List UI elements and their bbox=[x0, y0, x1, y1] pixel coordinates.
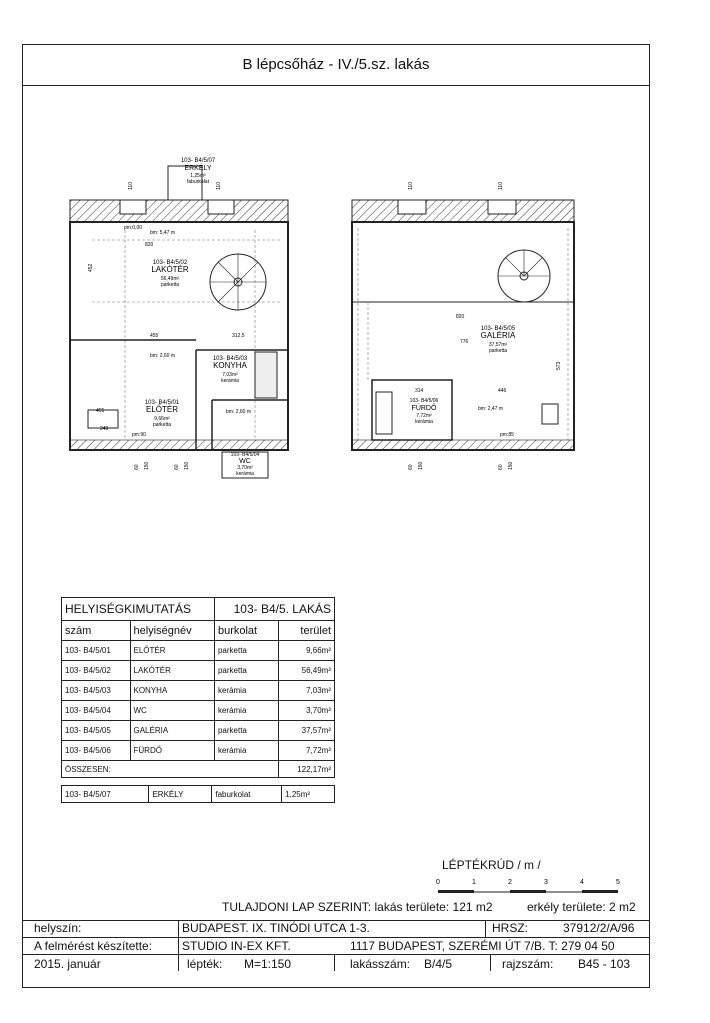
room-floor: kerámia bbox=[214, 681, 278, 701]
dim-label: 60 bbox=[134, 464, 140, 470]
north-wall bbox=[352, 200, 574, 222]
room-area: 37,57m² bbox=[278, 721, 334, 741]
galeria-area: 37,57m² bbox=[488, 342, 508, 348]
lakoter-area: 56,49m² bbox=[160, 276, 180, 282]
room-area: 1,25m² bbox=[282, 786, 335, 803]
dim-label: 150 bbox=[418, 461, 424, 470]
scale-tick: 4 bbox=[580, 879, 584, 886]
dim-label: 312,5 bbox=[232, 333, 245, 339]
table-title: HELYISÉGKIMUTATÁS bbox=[62, 598, 215, 621]
chimney bbox=[542, 404, 558, 424]
location-label: helyszín: bbox=[34, 921, 82, 935]
furdo-floor: kerámia bbox=[415, 419, 433, 425]
table-unit: 103- B4/5. LAKÁS bbox=[214, 598, 334, 621]
dim-label: 110 bbox=[408, 182, 414, 190]
room-name: FÜRDŐ bbox=[130, 741, 214, 761]
konyha-area: 7,03m² bbox=[222, 372, 238, 378]
dim-label: 60 bbox=[498, 464, 504, 470]
room-floor: parketta bbox=[214, 641, 278, 661]
room-code: 103- B4/5/05 bbox=[62, 721, 131, 741]
dim-label: pm:90 bbox=[132, 432, 146, 438]
furdo-area: 7,72m² bbox=[416, 413, 432, 419]
dim-label: bm: 2,47 m bbox=[478, 406, 504, 412]
registered-flat-area: TULAJDONI LAP SZERINT: lakás területe: 121 m2 bbox=[222, 900, 493, 914]
spiral-staircase bbox=[210, 254, 266, 310]
room-name: LAKÓTÉR bbox=[130, 661, 214, 681]
dim-label: 446 bbox=[498, 388, 507, 394]
erkely-area: 1,25m² bbox=[190, 173, 206, 179]
table-row bbox=[62, 786, 335, 803]
dim-label: 150 bbox=[508, 461, 514, 470]
room-code: 103- B4/5/02 bbox=[62, 661, 131, 681]
dim-label: 776 bbox=[460, 339, 469, 345]
eloter-area: 9,66m² bbox=[154, 416, 170, 422]
hrsz-label: HRSZ: bbox=[492, 921, 528, 935]
hrsz-value: 37912/2/A/96 bbox=[563, 921, 635, 935]
konyha-code: 103- B4/5/03 bbox=[212, 356, 248, 362]
flat-number-value: B/4/5 bbox=[424, 957, 453, 971]
lakoter-name: LAKÓTÉR bbox=[151, 265, 189, 274]
dim-label: 150 bbox=[144, 461, 150, 470]
dim-label: 60 bbox=[408, 464, 414, 470]
window-recess bbox=[398, 200, 426, 214]
scale-value: M=1:150 bbox=[244, 957, 292, 971]
lakoter-code: 103- B4/5/02 bbox=[152, 260, 188, 266]
room-schedule-table bbox=[61, 597, 335, 778]
dim-label: 455 bbox=[96, 408, 105, 414]
furdo-code: 103- B4/5/06 bbox=[409, 398, 439, 404]
dim-label: 314 bbox=[415, 388, 424, 394]
total-label: ÖSSZESEN: bbox=[62, 761, 279, 778]
balcony-table bbox=[61, 785, 335, 803]
room-floor: faburkolat bbox=[212, 786, 282, 803]
dim-label: 240 bbox=[100, 426, 109, 432]
window-recess bbox=[488, 200, 516, 214]
room-name: WC bbox=[130, 701, 214, 721]
col-header: szám bbox=[62, 621, 131, 641]
dim-label: 60 bbox=[174, 464, 180, 470]
table-title-row bbox=[62, 598, 335, 621]
drawing-number-label: rajzszám: bbox=[502, 957, 554, 971]
col-header: terület bbox=[278, 621, 334, 641]
table-total-row bbox=[62, 761, 335, 778]
room-name: KONYHA bbox=[130, 681, 214, 701]
surveyor-value: STUDIO IN-EX KFT. bbox=[182, 939, 291, 953]
wc-floor: kerámia bbox=[236, 471, 254, 477]
gallery-floor-plan bbox=[352, 182, 574, 470]
sheet-title-text: B lépcsőház - IV./5.sz. lakás bbox=[242, 56, 430, 73]
room-floor: kerámia bbox=[214, 701, 278, 721]
table-row bbox=[62, 741, 335, 761]
drawing-number-value: B45 - 103 bbox=[578, 957, 631, 971]
room-area: 3,70m² bbox=[278, 701, 334, 721]
spiral-staircase bbox=[498, 250, 550, 302]
room-code: 103- B4/5/01 bbox=[62, 641, 131, 661]
erkely-name: ERKÉLY bbox=[184, 165, 212, 172]
survey-date: 2015. január bbox=[34, 957, 101, 971]
dim-label: bm: 2,60 m bbox=[226, 409, 252, 415]
room-code: 103- B4/5/04 bbox=[62, 701, 131, 721]
eloter-code: 103- B4/5/01 bbox=[144, 400, 180, 406]
table-row bbox=[62, 701, 335, 721]
scale-tick: 5 bbox=[616, 879, 620, 886]
room-area: 7,03m² bbox=[278, 681, 334, 701]
ground-floor-plan bbox=[70, 158, 288, 478]
room-code: 103- B4/5/07 bbox=[62, 786, 149, 803]
surveyor-address: 1117 BUDAPEST, SZERÉMI ÚT 7/B. T: 279 04 50 bbox=[350, 939, 615, 953]
location-value: BUDAPEST. IX. TINÓDI UTCA 1-3. bbox=[182, 921, 370, 935]
scale-tick: 1 bbox=[472, 879, 476, 886]
table-row bbox=[62, 681, 335, 701]
registered-balcony-area: erkély területe: 2 m2 bbox=[527, 900, 636, 914]
dim-label: pm:0,00 bbox=[124, 225, 143, 231]
room-floor: kerámia bbox=[214, 741, 278, 761]
galeria-name: GALÉRIA bbox=[480, 331, 516, 340]
wc-area: 3,70m² bbox=[237, 465, 253, 471]
konyha-floor: kerámia bbox=[221, 378, 239, 384]
room-floor: parketta bbox=[214, 721, 278, 741]
dim-label: 150 bbox=[184, 461, 190, 470]
eloter-name: ELŐTÉR bbox=[145, 405, 179, 414]
room-area: 56,49m² bbox=[278, 661, 334, 681]
north-wall bbox=[70, 200, 288, 222]
room-name: ERKÉLY bbox=[149, 786, 212, 803]
dim-label: bm: 5,47 m bbox=[150, 230, 176, 236]
room-area: 9,66m² bbox=[278, 641, 334, 661]
scale-tick: 2 bbox=[508, 879, 512, 886]
eloter-floor: parketta bbox=[152, 422, 172, 428]
dim-label: 573 bbox=[556, 361, 562, 370]
dim-label: 455 bbox=[150, 333, 159, 339]
scale-tick: 3 bbox=[544, 879, 548, 886]
dim-label: 820 bbox=[145, 242, 154, 248]
dim-label: 110 bbox=[128, 182, 134, 190]
kitchen-counter bbox=[255, 352, 277, 398]
erkely-floor: faburkolat bbox=[187, 179, 209, 185]
scale-bar bbox=[430, 874, 630, 900]
surveyor-label: A felmérést készítette: bbox=[34, 939, 153, 953]
table-header-row bbox=[62, 621, 335, 641]
galeria-floor: parketta bbox=[488, 348, 508, 354]
window-recess bbox=[208, 200, 234, 214]
scale-bar-title: LÉPTÉKRÚD / m / bbox=[442, 858, 541, 872]
room-area: 7,72m² bbox=[278, 741, 334, 761]
room-code: 103- B4/5/06 bbox=[62, 741, 131, 761]
dim-label: bm: 2,60 m bbox=[150, 353, 176, 359]
window-recess bbox=[120, 200, 146, 214]
scale-tick: 0 bbox=[436, 879, 440, 886]
table-row bbox=[62, 661, 335, 681]
konyha-name: KONYHA bbox=[213, 361, 247, 370]
col-header: helyiségnév bbox=[130, 621, 214, 641]
wc-name: WC bbox=[239, 458, 251, 465]
bathtub bbox=[376, 392, 392, 434]
furdo-name: FÜRDŐ bbox=[411, 405, 437, 412]
room-floor: parketta bbox=[214, 661, 278, 681]
table-row bbox=[62, 641, 335, 661]
dim-label: pm:85 bbox=[500, 432, 514, 438]
dim-label: 452 bbox=[88, 263, 94, 272]
room-name: GALÉRIA bbox=[130, 721, 214, 741]
lakoter-floor: parketta bbox=[160, 282, 180, 288]
col-header: burkolat bbox=[214, 621, 278, 641]
table-row bbox=[62, 721, 335, 741]
wc-code: 103- B4/5/04 bbox=[230, 452, 260, 458]
dim-label: 820 bbox=[456, 314, 465, 320]
flat-number-label: lakásszám: bbox=[350, 957, 411, 971]
erkely-code: 103- B4/5/07 bbox=[180, 158, 216, 164]
room-name: ELŐTÉR bbox=[130, 641, 214, 661]
dim-label: 110 bbox=[216, 182, 222, 190]
galeria-code: 103- B4/5/05 bbox=[480, 326, 516, 332]
dim-label: 110 bbox=[498, 182, 504, 190]
total-value: 122,17m² bbox=[278, 761, 334, 778]
scale-label: lépték: bbox=[187, 957, 223, 971]
room-code: 103- B4/5/03 bbox=[62, 681, 131, 701]
